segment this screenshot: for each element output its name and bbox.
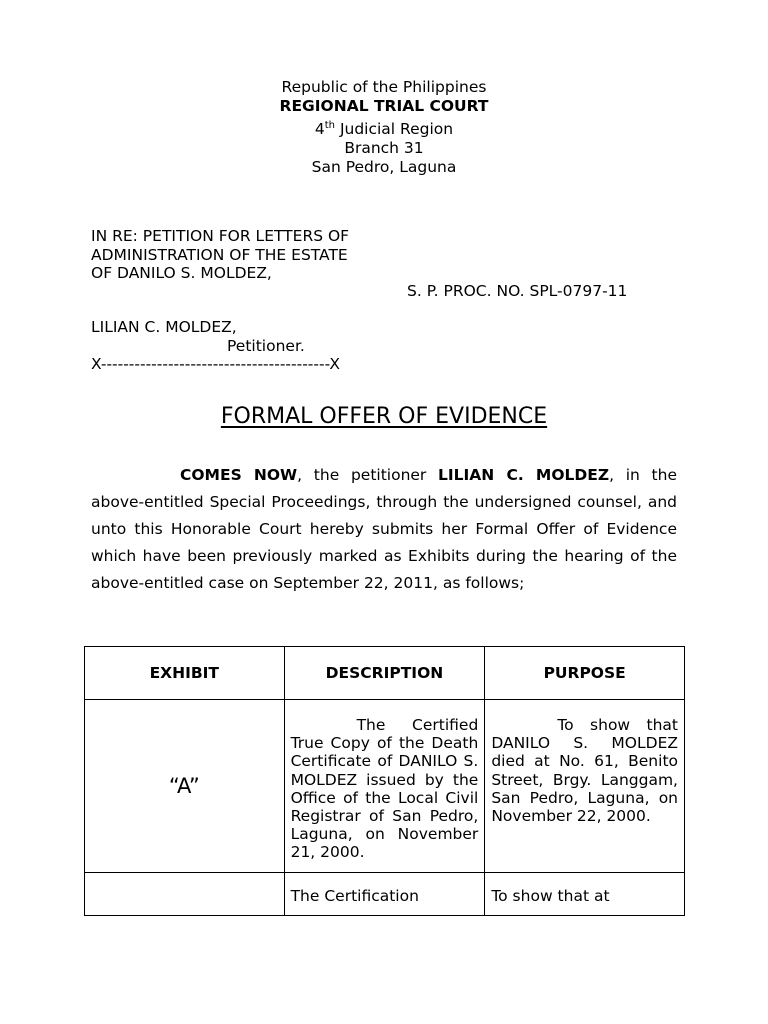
proceeding-number: S. P. PROC. NO. SPL-0797-11 [407,282,628,300]
header-exhibit: EXHIBIT [85,647,285,700]
petitioner-block [91,318,340,374]
exhibit-description: The Certification [284,872,485,915]
table-header-row [85,647,685,700]
caption-line-1: IN RE: PETITION FOR LETTERS OF [91,227,350,245]
table-row [85,700,685,873]
body-paragraph: COMES NOW, the petitioner LILIAN C. MOLDEZ, in the above-entitled Special Proceedings, through the undersigned counsel, and unto this Honorable Court hereby submits her Formal Offer of Evidence which have been previously marked as Exhibits during the hearing of the above-entitled case on September 22, 2011, as follows; [91,466,677,592]
caption-divider: X-----------------------------------------X [91,355,341,373]
exhibits-table [84,646,685,916]
table-row [85,872,685,915]
court-header [0,78,768,177]
exhibit-description: The Certified True Copy of the Death Certificate of DANILO S. MOLDEZ issued by the Office of the Local Civil Registrar of San Pedro, Laguna, on November 21, 2000. [284,700,485,873]
caption-line-2: ADMINISTRATION OF THE ESTATE [91,245,348,264]
case-caption [91,227,691,283]
exhibit-purpose: To show that at [485,872,685,915]
petitioner-name: LILIAN C. MOLDEZ, [91,318,237,336]
exhibit-label: “A” [85,700,285,873]
header-region: 4th Judicial Region [314,120,454,139]
petitioner-role: Petitioner. [227,336,305,355]
header-purpose: PURPOSE [485,647,685,700]
header-republic: Republic of the Philippines [281,78,487,96]
caption-line-3: OF DANILO S. MOLDEZ, [91,264,272,282]
header-location: San Pedro, Laguna [311,158,457,177]
exhibit-label [85,872,285,915]
header-court: REGIONAL TRIAL COURT [279,97,489,115]
header-branch: Branch 31 [344,139,424,158]
exhibit-purpose: To show that DANILO S. MOLDEZ died at No. 61, Benito Street, Brgy. Langgam, San Pedro, Laguna, on November 22, 2000. [485,700,685,873]
header-description: DESCRIPTION [284,647,485,700]
document-title: FORMAL OFFER OF EVIDENCE [220,404,548,429]
